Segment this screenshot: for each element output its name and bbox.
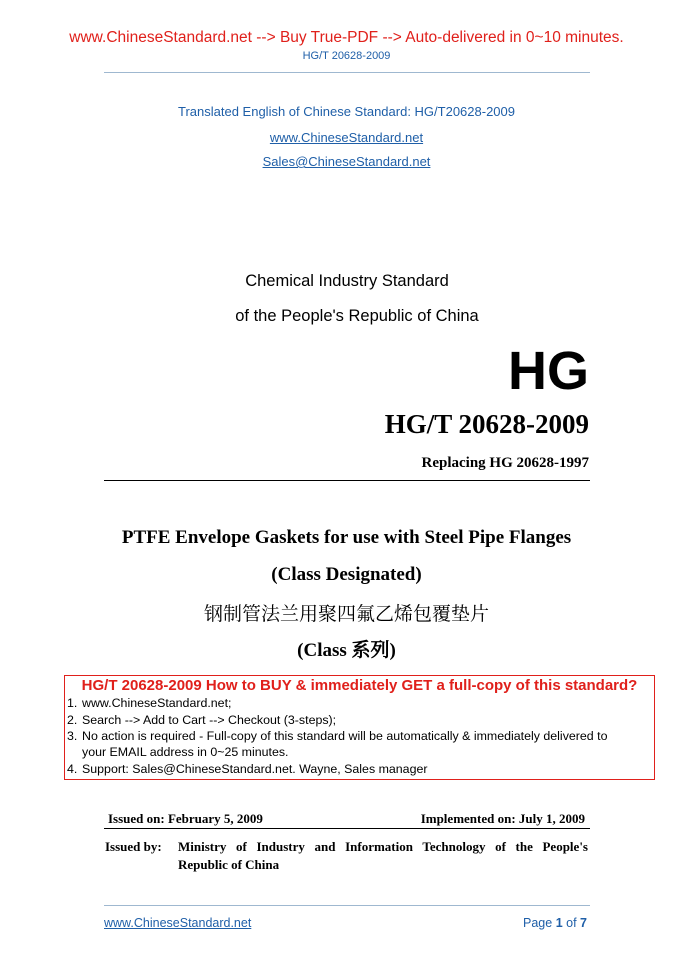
issued-on-date: Issued on: February 5, 2009 — [108, 811, 263, 826]
email-link[interactable]: Sales@ChineseStandard.net — [262, 154, 431, 169]
document-code: HG/T 20628-2009 — [384, 409, 589, 439]
category-code: HG — [508, 341, 589, 401]
step-text[interactable]: www.ChineseStandard.net; — [82, 696, 232, 710]
issuer-line-1: Ministry of Industry and Information Technology of the People's — [178, 839, 588, 854]
page-current: 1 — [555, 916, 563, 930]
promo-banner[interactable]: www.ChineseStandard.net --> Buy True-PDF --> Auto-delivered in 0~10 minutes. — [69, 29, 624, 46]
authority-line-2: of the People's Republic of China — [235, 307, 479, 325]
authority-line-1: Chemical Industry Standard — [245, 272, 449, 290]
header-divider — [104, 72, 590, 73]
issued-by-label: Issued by: — [105, 839, 162, 854]
step-text: your EMAIL address in 0~25 minutes. — [82, 745, 289, 759]
buy-step-continuation — [67, 745, 289, 759]
step-number: 4. — [67, 762, 78, 776]
step-number: 1. — [67, 696, 78, 710]
header-standard-code: HG/T 20628-2009 — [302, 50, 391, 62]
translation-website-container — [0, 130, 693, 145]
buy-step — [67, 713, 336, 727]
website-link[interactable]: www.ChineseStandard.net — [269, 130, 424, 145]
buy-instructions-box — [64, 675, 655, 780]
buy-step — [67, 762, 428, 776]
step-text: Support: Sales@ChineseStandard.net. Wayne, Sales manager — [82, 762, 428, 776]
step-text: No action is required - Full-copy of this standard will be automatically & immediately delivered to — [82, 729, 608, 743]
document-title-en: PTFE Envelope Gaskets for use with Steel Pipe Flanges — [121, 527, 572, 548]
step-number: 2. — [67, 713, 78, 727]
page-total: 7 — [580, 916, 587, 930]
document-title-cn-sub: (Class 系列) — [297, 640, 396, 661]
buy-heading: HG/T 20628-2009 How to BUY & immediately GET a full-copy of this standard? — [81, 677, 638, 694]
step-number: 3. — [67, 729, 78, 743]
page-indicator — [523, 916, 587, 930]
step-text: Search --> Add to Cart --> Checkout (3-steps); — [82, 713, 337, 727]
translation-line: Translated English of Chinese Standard: HG/T20628-2009 — [178, 104, 515, 119]
implemented-on-date: Implemented on: July 1, 2009 — [420, 811, 585, 826]
document-title-en-sub: (Class Designated) — [271, 564, 422, 585]
footer-website-link[interactable]: www.ChineseStandard.net — [104, 916, 252, 930]
title-divider — [104, 480, 590, 481]
footer-divider — [104, 905, 590, 906]
replacing-note: Replacing HG 20628-1997 — [421, 455, 589, 471]
dates-divider — [104, 828, 590, 829]
page-word: Page — [523, 916, 553, 930]
document-title-cn: 钢制管法兰用聚四氟乙烯包覆垫片 — [203, 603, 489, 625]
issuer-line-2: Republic of China — [178, 857, 280, 872]
buy-step — [67, 729, 607, 743]
buy-step — [67, 696, 231, 710]
translation-email-container — [0, 154, 693, 169]
page-of: of — [566, 916, 577, 930]
